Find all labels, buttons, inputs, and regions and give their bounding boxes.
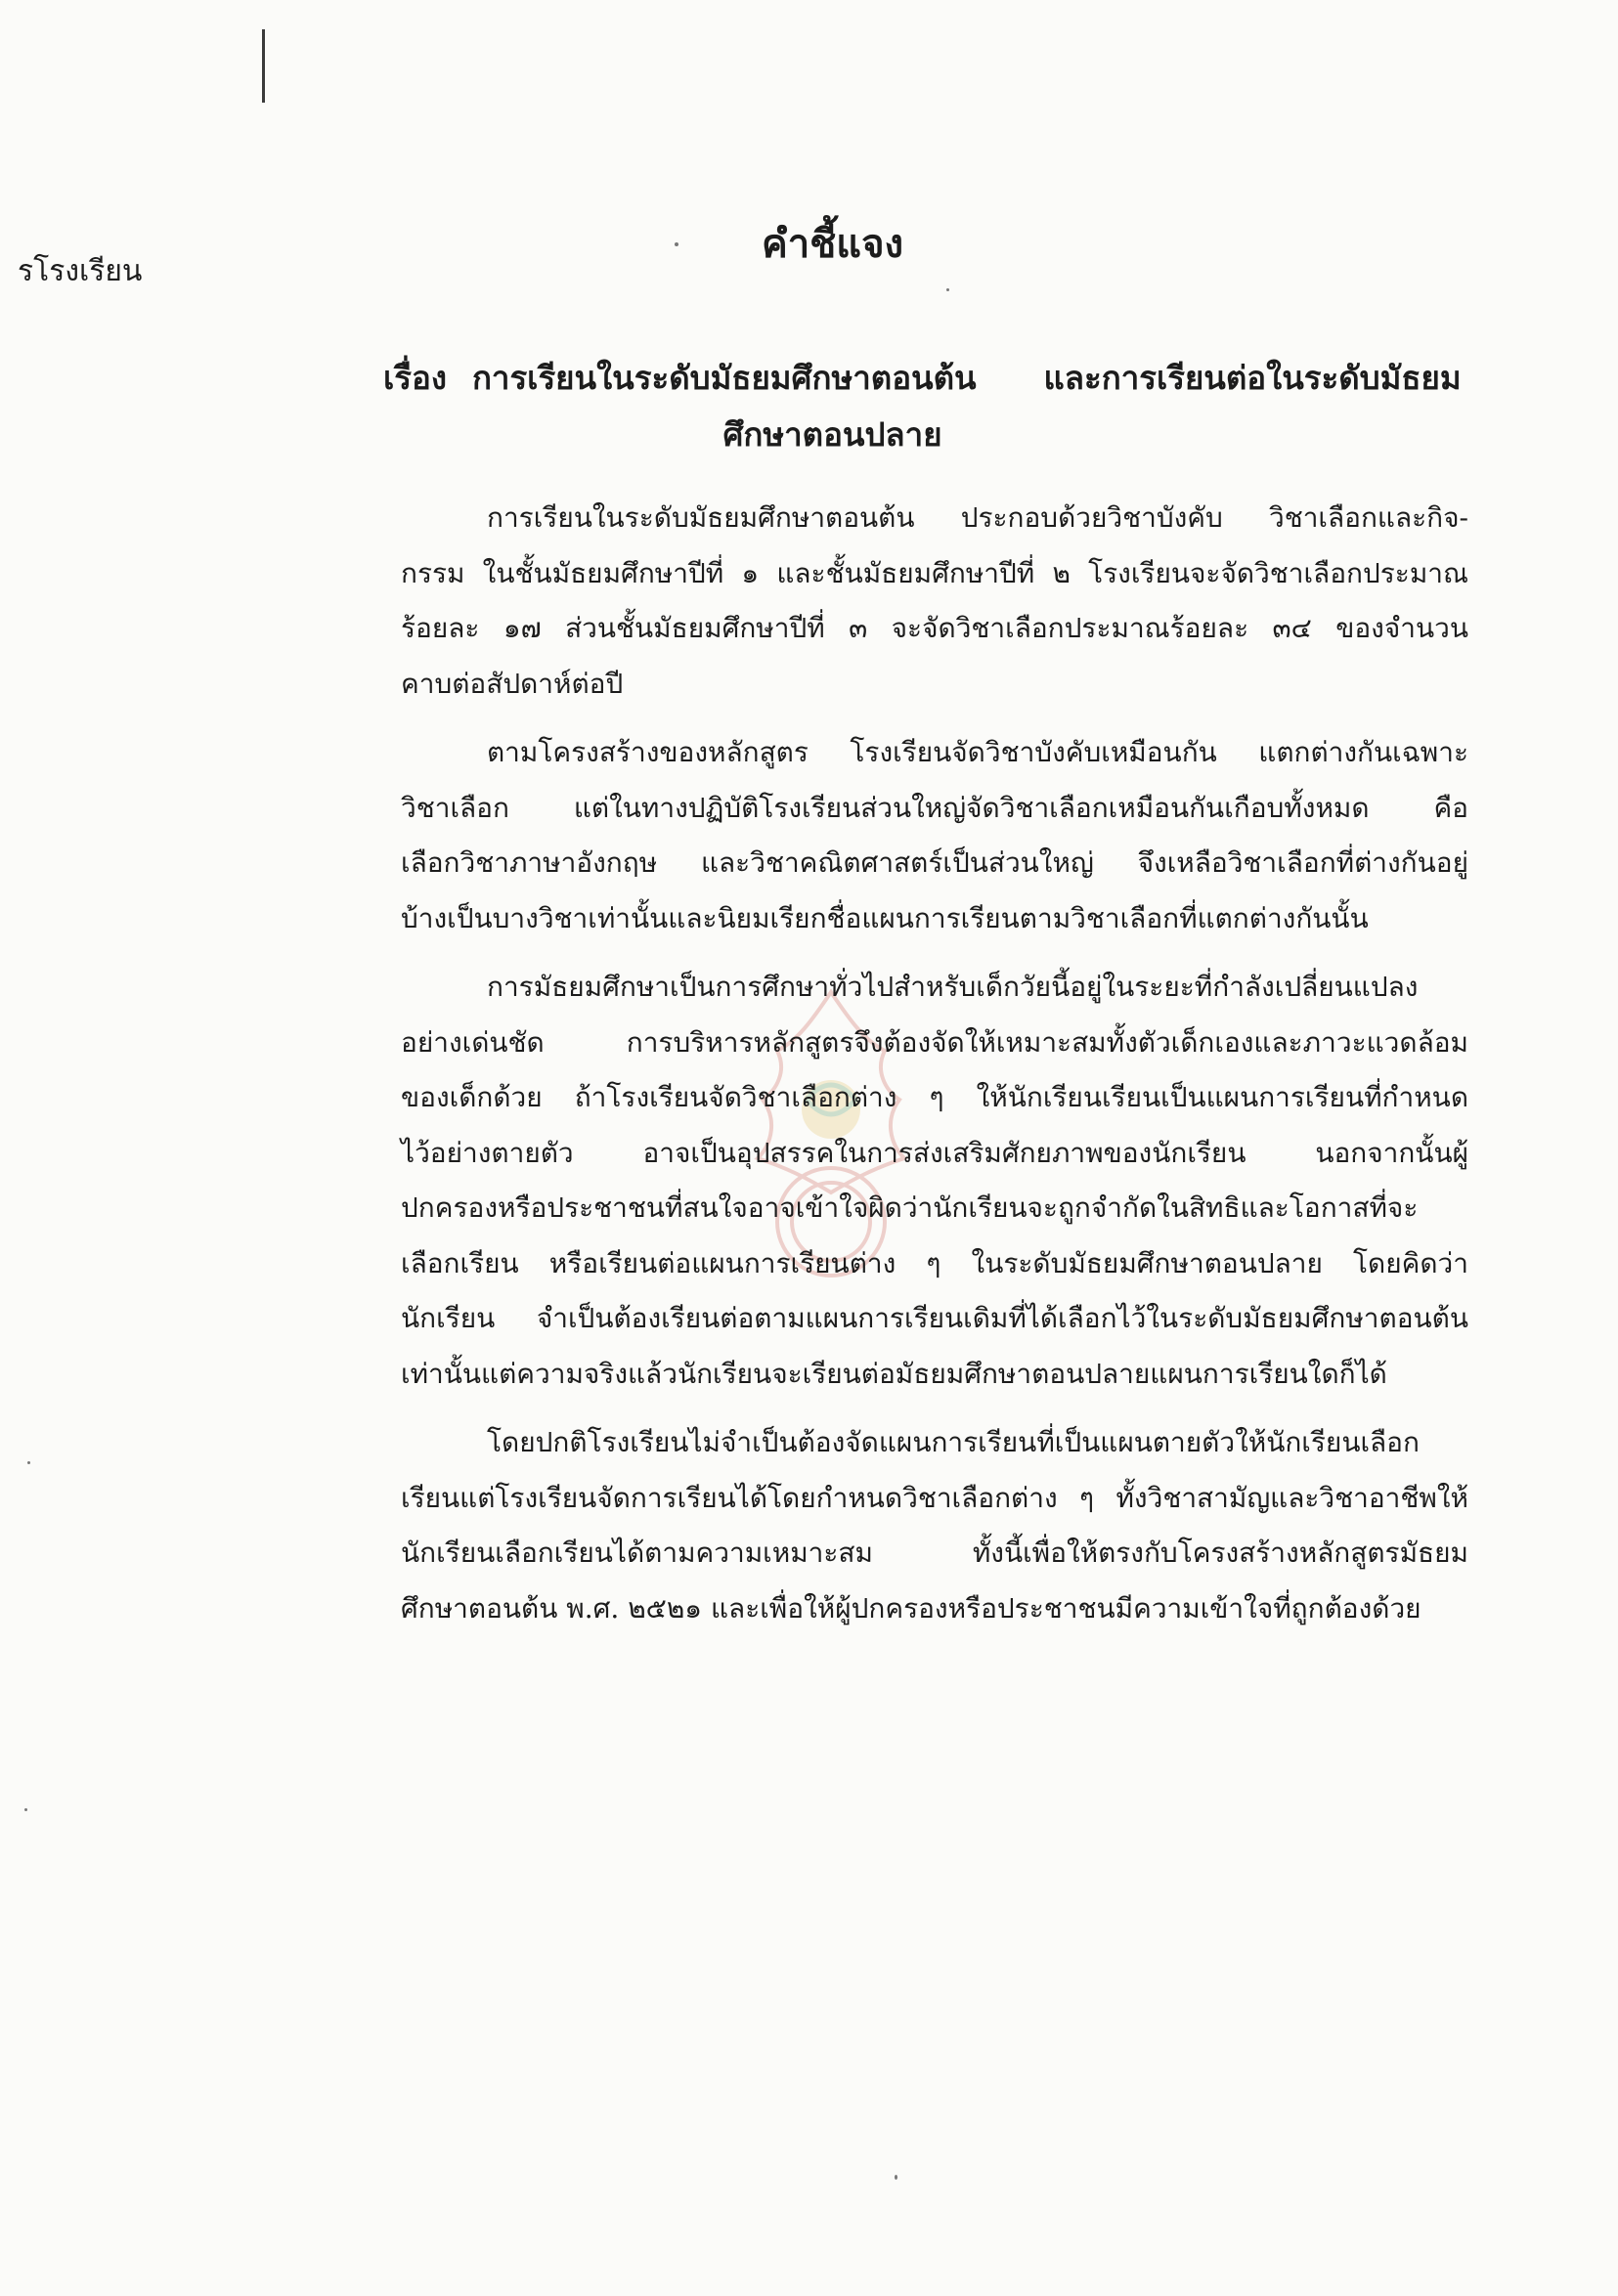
- subject-line: [383, 354, 1462, 403]
- paragraph-line: วิชาเลือก แต่ในทางปฏิบัติโรงเรียนส่วนใหญ่จัดวิชาเลือกเหมือนกันเกือบทั้งหมด คือ: [401, 791, 1468, 824]
- paragraph-line: ของเด็กด้วย ถ้าโรงเรียนจัดวิชาเลือกต่าง ๆ ให้นักเรียนเรียนเป็นแผนการเรียนที่กำหนด: [401, 1081, 1468, 1113]
- paragraph-line: นักเรียนเลือกเรียนได้ตามความเหมาะสม ทั้งนี้เพื่อให้ตรงกับโครงสร้างหลักสูตรมัธยม: [401, 1537, 1468, 1569]
- paragraph-line: อย่างเด่นชัด การบริหารหลักสูตรจึงต้องจัดให้เหมาะสมทั้งตัวเด็กเองและภาวะแวดล้อม: [401, 1025, 1468, 1059]
- paragraph: [401, 491, 1468, 712]
- paragraph-line: การมัธยมศึกษาเป็นการศึกษาทั่วไปสำหรับเด็กวัยนี้อยู่ในระยะที่กำลังเปลี่ยนแปลง: [487, 971, 1419, 1003]
- paragraph-line: เลือกเรียน หรือเรียนต่อแผนการเรียนต่าง ๆ ในระดับมัธยมศึกษาตอนปลาย โดยคิดว่า: [401, 1246, 1468, 1279]
- paragraph-line: นักเรียน จำเป็นต้องเรียนต่อตามแผนการเรียนเดิมที่ได้เลือกไว้ในระดับมัธยมศึกษาตอนต้น: [401, 1302, 1468, 1334]
- paragraph-line: คาบต่อสัปดาห์ต่อปี: [401, 667, 624, 700]
- paragraph-line: โดยปกติโรงเรียนไม่จำเป็นต้องจัดแผนการเรียนที่เป็นแผนตายตัวให้นักเรียนเลือก: [487, 1426, 1420, 1458]
- paragraph-line: ร้อยละ ๑๗ ส่วนชั้นมัธยมศึกษาปีที่ ๓ จะจัดวิชาเลือกประมาณร้อยละ ๓๔ ของจำนวน: [401, 612, 1468, 644]
- paragraph-line: การเรียนในระดับมัธยมศึกษาตอนต้น ประกอบด้วยวิชาบังคับ วิชาเลือกและกิจ-: [487, 501, 1468, 534]
- paragraph-line: กรรม ในชั้นมัธยมศึกษาปีที่ ๑ และชั้นมัธยมศึกษาปีที่ ๒ โรงเรียนจะจัดวิชาเลือกประมาณ: [401, 556, 1468, 589]
- paragraph: [401, 725, 1468, 946]
- paragraph-line: ตามโครงสร้างของหลักสูตร โรงเรียนจัดวิชาบังคับเหมือนกัน แตกต่างกันเฉพาะ: [487, 736, 1468, 768]
- paragraph-line: บ้างเป็นบางวิชาเท่านั้นและนิยมเรียกชื่อแผนการเรียนตามวิชาเลือกที่แตกต่างกันนั้น: [401, 901, 1369, 934]
- paragraph: [401, 960, 1468, 1402]
- paragraph-line: เลือกวิชาภาษาอังกฤษ และวิชาคณิตศาสตร์เป็นส่วนใหญ่ จึงเหลือวิชาเลือกที่ต่างกันอยู่: [401, 846, 1468, 879]
- scan-speck: [27, 1461, 30, 1464]
- scan-speck: [895, 2175, 897, 2180]
- document-title: คำชี้แจง: [761, 221, 904, 267]
- margin-note: รโรงเรียน: [18, 254, 143, 288]
- paragraph-line: ไว้อย่างตายตัว อาจเป็นอุปสรรคในการส่งเสริมศักยภาพของนักเรียน นอกจากนั้นผู้: [401, 1136, 1468, 1169]
- subject-label: เรื่อง: [383, 359, 447, 397]
- subject-text-line-2: ศึกษาตอนปลาย: [722, 415, 942, 454]
- scan-speck: [946, 288, 949, 291]
- binder-margin-line: [262, 29, 265, 103]
- paragraph-line: เรียนแต่โรงเรียนจัดการเรียนได้โดยกำหนดวิชาเลือกต่าง ๆ ทั้งวิชาสามัญและวิชาอาชีพให้: [401, 1481, 1468, 1514]
- paragraph: [401, 1415, 1468, 1636]
- paragraph-line: ปกครองหรือประชาชนที่สนใจอาจเข้าใจผิดว่านักเรียนจะถูกจำกัดในสิทธิและโอกาสที่จะ: [401, 1191, 1419, 1224]
- scan-speck: [24, 1808, 27, 1811]
- paragraph-line: เท่านั้นแต่ความจริงแล้วนักเรียนจะเรียนต่อมัธยมศึกษาตอนปลายแผนการเรียนใดก็ได้: [401, 1357, 1387, 1390]
- subject-text-line-1: การเรียนในระดับมัธยมศึกษาตอนต้น และการเรียนต่อในระดับมัธยม: [471, 359, 1462, 397]
- paragraph-line: ศึกษาตอนต้น พ.ศ. ๒๕๒๑ และเพื่อให้ผู้ปกครองหรือประชาชนมีความเข้าใจที่ถูกต้องด้วย: [401, 1591, 1421, 1625]
- scan-speck: [675, 242, 678, 246]
- body-text: [401, 491, 1468, 1650]
